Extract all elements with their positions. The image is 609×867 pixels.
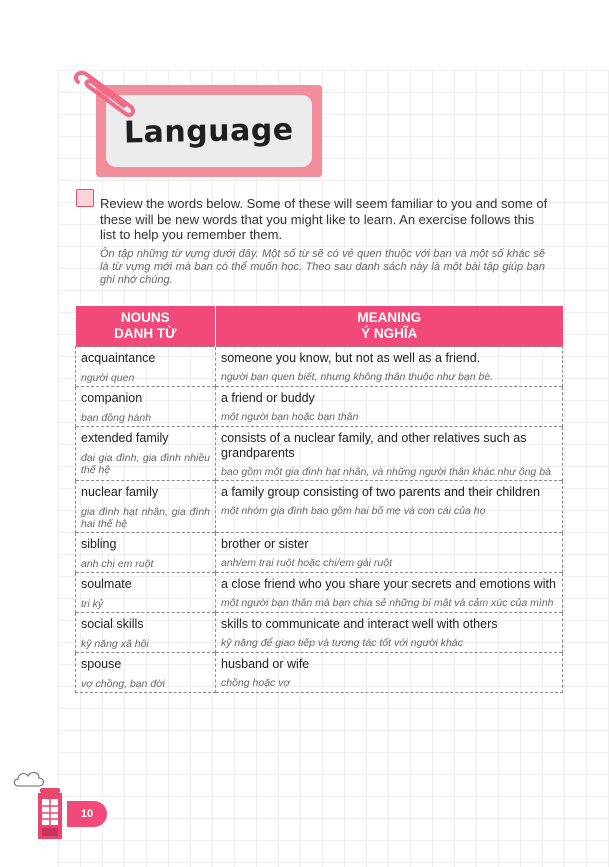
meaning-cell: [216, 653, 563, 693]
term-cell: [76, 481, 216, 533]
table-row: [76, 481, 563, 533]
term-vi: kỹ năng xã hội: [81, 638, 149, 650]
term-cell: [76, 533, 216, 573]
meaning-cell: [216, 347, 563, 387]
table-row: [76, 347, 563, 387]
term-en: social skills: [81, 617, 144, 631]
term-cell: [76, 387, 216, 427]
term-vi: anh chị em ruột: [81, 558, 154, 570]
meaning-cell: [216, 613, 563, 653]
term-vi: tri kỷ: [81, 598, 104, 610]
header-meaning-vi: Ý NGHĨA: [361, 326, 418, 341]
meaning-vi: kỹ năng để giao tiếp và tương tác tốt với người khác: [221, 637, 463, 649]
header-nouns: [76, 306, 216, 347]
page-number-badge: [67, 801, 107, 827]
left-margin: [0, 0, 58, 867]
meaning-en: a close friend who you share your secrets and emotions with: [221, 577, 556, 591]
meaning-cell: [216, 387, 563, 427]
term-en: acquaintance: [81, 351, 156, 365]
term-en: spouse: [81, 657, 122, 671]
meaning-cell: [216, 481, 563, 533]
intro-vietnamese: Ôn tập những từ vựng dưới đây. Một số từ sẽ có vẻ quen thuộc với bạn và một số khác sẽ là từ vựng mới mà bạn có thể muốn học. Theo sau danh sách này là một bài tập giúp bạn ghi nhớ chúng.: [100, 248, 545, 286]
term-en: nuclear family: [81, 485, 159, 499]
meaning-cell: [216, 533, 563, 573]
meaning-vi: một nhóm gia đình bao gồm hai bố mẹ và con cái của họ: [221, 505, 486, 517]
meaning-vi: một người bạn thân mà bạn chia sẻ những bí mật và cảm xúc của mình: [221, 597, 554, 609]
meaning-vi: anh/em trai ruột hoặc chị/em gái ruột: [221, 557, 393, 569]
term-cell: [76, 613, 216, 653]
page-title: Language: [123, 112, 295, 150]
header-nouns-vi: DANH TỪ: [114, 326, 177, 341]
meaning-en: brother or sister: [221, 537, 309, 551]
meaning-en: skills to communicate and interact well with others: [221, 617, 498, 631]
term-en: sibling: [81, 537, 117, 551]
term-vi: gia đình hạt nhân, gia đình hai thế hệ: [81, 506, 210, 530]
meaning-en: consists of a nuclear family, and other relatives such as grandparents: [221, 431, 527, 460]
table-row: [76, 653, 563, 693]
term-cell: [76, 653, 216, 693]
meaning-en: a family group consisting of two parents and their children: [221, 485, 540, 499]
meaning-vi: người bạn quen biết, nhưng không thân thuộc như bạn bè.: [221, 371, 494, 383]
term-vi: người quen: [81, 372, 135, 384]
meaning-vi: bao gồm một gia đình hạt nhân, và những người thân khác như ông bà: [221, 466, 551, 478]
term-vi: vợ chồng, bạn đời: [81, 678, 165, 690]
table-row: [76, 387, 563, 427]
page-number: 10: [80, 808, 94, 820]
meaning-vi: một người bạn hoặc bạn thân: [221, 411, 359, 423]
term-vi: bạn đồng hành: [81, 412, 152, 424]
table-row: [76, 533, 563, 573]
term-en: soulmate: [81, 577, 132, 591]
phone-booth-icon: [37, 786, 63, 842]
meaning-en: someone you know, but not as well as a friend.: [221, 351, 481, 365]
vocabulary-table: [75, 306, 563, 693]
table-header-row: [76, 306, 563, 347]
meaning-cell: [216, 427, 563, 481]
term-en: companion: [81, 391, 143, 405]
term-cell: [76, 427, 216, 481]
term-en: extended family: [81, 431, 169, 445]
top-margin: [0, 0, 609, 70]
table-row: [76, 427, 563, 481]
meaning-vi: chồng hoặc vợ: [221, 677, 290, 689]
meaning-cell: [216, 573, 563, 613]
meaning-en: husband or wife: [221, 657, 310, 671]
header-nouns-en: NOUNS: [120, 310, 170, 325]
term-cell: [76, 347, 216, 387]
paperclip-icon: [70, 68, 140, 124]
intro-english: Review the words below. Some of these will seem familiar to you and some of these will be new words that you might like to learn. An exercise follows this list to help you remember them.: [100, 196, 548, 242]
checkbox-icon: [76, 189, 94, 207]
header-meaning-en: MEANING: [357, 310, 422, 325]
term-cell: [76, 573, 216, 613]
meaning-en: a friend or buddy: [221, 391, 315, 405]
term-vi: đại gia đình, gia đình nhiều thế hệ: [81, 452, 210, 476]
table-row: [76, 573, 563, 613]
header-meaning: [216, 306, 563, 347]
table-row: [76, 613, 563, 653]
